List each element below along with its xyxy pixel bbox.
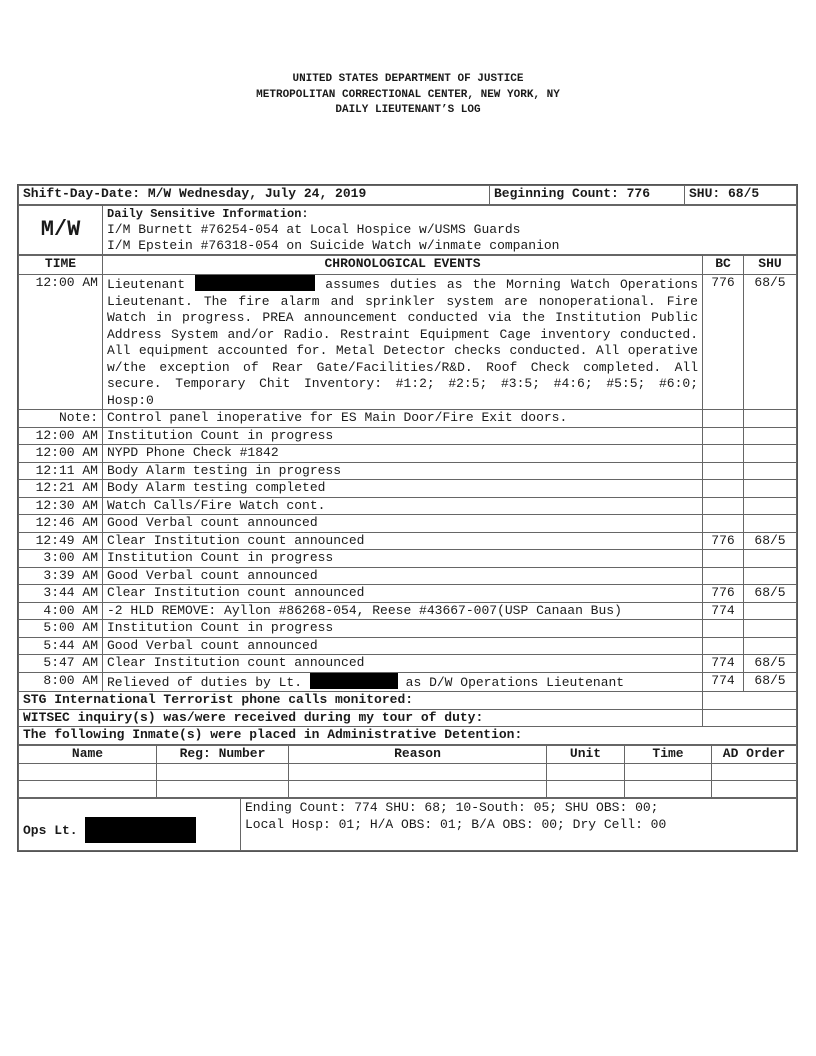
event-shu [744, 445, 797, 463]
event-shu [744, 462, 797, 480]
shu-count: SHU: 68/5 [685, 186, 797, 205]
event-row [19, 532, 797, 550]
event-text: -2 HLD REMOVE: Ayllon #86268-054, Reese #43667-007(USP Canaan Bus) [103, 602, 703, 620]
event-text: NYPD Phone Check #1842 [103, 445, 703, 463]
ad-col-unit: Unit [547, 745, 625, 763]
stg-line: STG International Terrorist phone calls monitored: [19, 692, 703, 710]
event-bc [703, 445, 744, 463]
header-line-1: UNITED STATES DEPARTMENT OF JUSTICE [292, 73, 524, 85]
document-header [0, 72, 816, 119]
event-text: Clear Institution count announced [103, 532, 703, 550]
col-time: TIME [19, 256, 103, 275]
event-bc [703, 515, 744, 533]
event-text-pre: Lieutenant [107, 277, 186, 292]
event-row [19, 637, 797, 655]
ending-count-line-1: Ending Count: 774 SHU: 68; 10-South: 05; SHU OBS: 00; [245, 799, 659, 815]
event-bc [703, 620, 744, 638]
event-time: 4:00 AM [19, 602, 103, 620]
ad-col-reg: Reg: Number [157, 745, 289, 763]
event-bc: 776 [703, 532, 744, 550]
shift-code: M/W [19, 206, 103, 255]
header-line-2: METROPOLITAN CORRECTIONAL CENTER, NEW YORK, NY [256, 88, 560, 101]
event-text-body: assumes duties as the Morning Watch Operations Lieutenant. The fire alarm and sprinkler system are nonoperational. Fire Watch in progress. PREA announcement conducted via the Institution Public Address System and/or Radio. Restraint Equipment Cage inventory conducted. All equipment accounted for. Metal Detector checks conducted. All operative w/the exception of Rear Gate/Facilities/R&D. Roof Check completed. All secure. Temporary Chit Inventory: #1:2; #2:5; #3:5; #4:6; #5:5; #6:0; Hosp:0 [107, 277, 698, 408]
event-row [19, 567, 797, 585]
ad-title: The following Inmate(s) were placed in Administrative Detention: [19, 727, 797, 745]
event-bc: 776 [703, 275, 744, 410]
event-text-pre: Relieved of duties by Lt. [107, 674, 303, 690]
event-row [19, 497, 797, 515]
ops-lt-cell [19, 798, 241, 850]
event-shu [744, 427, 797, 445]
event-shu [744, 567, 797, 585]
events-table [18, 255, 797, 745]
sensitive-info [18, 205, 797, 255]
event-text-post: as D/W Operations Lieutenant [405, 674, 625, 690]
sensitive-line-2: I/M Epstein #76318-054 on Suicide Watch w/inmate companion [107, 238, 560, 253]
sensitive-line-1: I/M Burnett #76254-054 at Local Hospice w/USMS Guards [107, 222, 521, 237]
col-bc: BC [703, 256, 744, 275]
witsec-line: WITSEC inquiry(s) was/were received during my tour of duty: [19, 709, 703, 727]
event-bc [703, 567, 744, 585]
event-time: 12:49 AM [19, 532, 103, 550]
ad-col-reason: Reason [289, 745, 547, 763]
ad-col-order: AD Order [712, 745, 797, 763]
event-row [19, 410, 797, 428]
event-row [19, 445, 797, 463]
event-row [19, 550, 797, 568]
beginning-count: Beginning Count: 776 [490, 186, 685, 205]
event-bc: 774 [703, 602, 744, 620]
event-shu [744, 480, 797, 498]
event-time: 12:11 AM [19, 462, 103, 480]
event-row [19, 462, 797, 480]
event-shu [744, 550, 797, 568]
event-time: 12:00 AM [19, 427, 103, 445]
ops-lt-label: Ops Lt. [23, 823, 78, 838]
event-time: 3:44 AM [19, 585, 103, 603]
event-bc [703, 550, 744, 568]
event-bc: 774 [703, 672, 744, 692]
shift-day-date: Shift-Day-Date: M/W Wednesday, July 24, 2019 [19, 186, 490, 205]
event-text: Clear Institution count announced [103, 655, 703, 673]
event-text: Good Verbal count announced [103, 567, 703, 585]
ending-count-cell [241, 798, 797, 850]
event-row [19, 480, 797, 498]
event-row [19, 602, 797, 620]
event-text: Good Verbal count announced [103, 515, 703, 533]
ad-row [19, 780, 797, 797]
event-time: 12:21 AM [19, 480, 103, 498]
col-shu: SHU [744, 256, 797, 275]
event-text: Body Alarm testing completed [103, 480, 703, 498]
shift-bar [18, 185, 797, 205]
event-shu [744, 620, 797, 638]
event-row [19, 275, 797, 410]
log-sheet [17, 184, 798, 852]
event-time: 5:00 AM [19, 620, 103, 638]
event-text: Good Verbal count announced [103, 637, 703, 655]
event-bc [703, 462, 744, 480]
event-shu: 68/5 [744, 655, 797, 673]
redaction-box [310, 673, 398, 689]
event-shu [744, 515, 797, 533]
event-time: 12:00 AM [19, 275, 103, 410]
event-shu: 68/5 [744, 672, 797, 692]
col-events: CHRONOLOGICAL EVENTS [103, 256, 703, 275]
event-text [103, 672, 703, 692]
stg-value [703, 692, 797, 710]
event-shu [744, 410, 797, 428]
event-bc: 774 [703, 655, 744, 673]
event-time: Note: [19, 410, 103, 428]
event-row [19, 427, 797, 445]
event-text: Institution Count in progress [103, 550, 703, 568]
event-time: 5:44 AM [19, 637, 103, 655]
event-time: 12:30 AM [19, 497, 103, 515]
event-text: Body Alarm testing in progress [103, 462, 703, 480]
event-row [19, 585, 797, 603]
event-time: 12:00 AM [19, 445, 103, 463]
redaction-box [195, 275, 315, 291]
event-shu: 68/5 [744, 275, 797, 410]
event-shu: 68/5 [744, 532, 797, 550]
event-time: 8:00 AM [19, 672, 103, 692]
event-text: Clear Institution count announced [103, 585, 703, 603]
event-time: 5:47 AM [19, 655, 103, 673]
sensitive-title: Daily Sensitive Information: [107, 207, 309, 221]
event-text: Watch Calls/Fire Watch cont. [103, 497, 703, 515]
event-time: 3:00 AM [19, 550, 103, 568]
ad-col-name: Name [19, 745, 157, 763]
event-bc [703, 497, 744, 515]
event-shu [744, 637, 797, 655]
event-row [19, 620, 797, 638]
ad-table [18, 745, 797, 798]
event-bc [703, 427, 744, 445]
ending-count-line-2: Local Hosp: 01; H/A OBS: 01; B/A OBS: 00; Dry Cell: 00 [245, 816, 667, 832]
event-bc [703, 637, 744, 655]
event-row [19, 655, 797, 673]
event-time: 3:39 AM [19, 567, 103, 585]
event-bc: 776 [703, 585, 744, 603]
event-bc [703, 410, 744, 428]
event-row [19, 515, 797, 533]
event-time: 12:46 AM [19, 515, 103, 533]
event-bc [703, 480, 744, 498]
event-shu: 68/5 [744, 585, 797, 603]
event-shu [744, 497, 797, 515]
ad-row [19, 763, 797, 780]
event-shu [744, 602, 797, 620]
redaction-box [85, 817, 196, 843]
ad-col-time: Time [625, 745, 712, 763]
event-text: Control panel inoperative for ES Main Door/Fire Exit doors. [103, 410, 703, 428]
witsec-value [703, 709, 797, 727]
header-line-3: DAILY LIEUTENANT’S LOG [335, 104, 481, 116]
event-text: Institution Count in progress [103, 620, 703, 638]
footer [18, 798, 797, 851]
event-row [19, 672, 797, 692]
event-text: Institution Count in progress [103, 427, 703, 445]
event-text [103, 275, 703, 410]
